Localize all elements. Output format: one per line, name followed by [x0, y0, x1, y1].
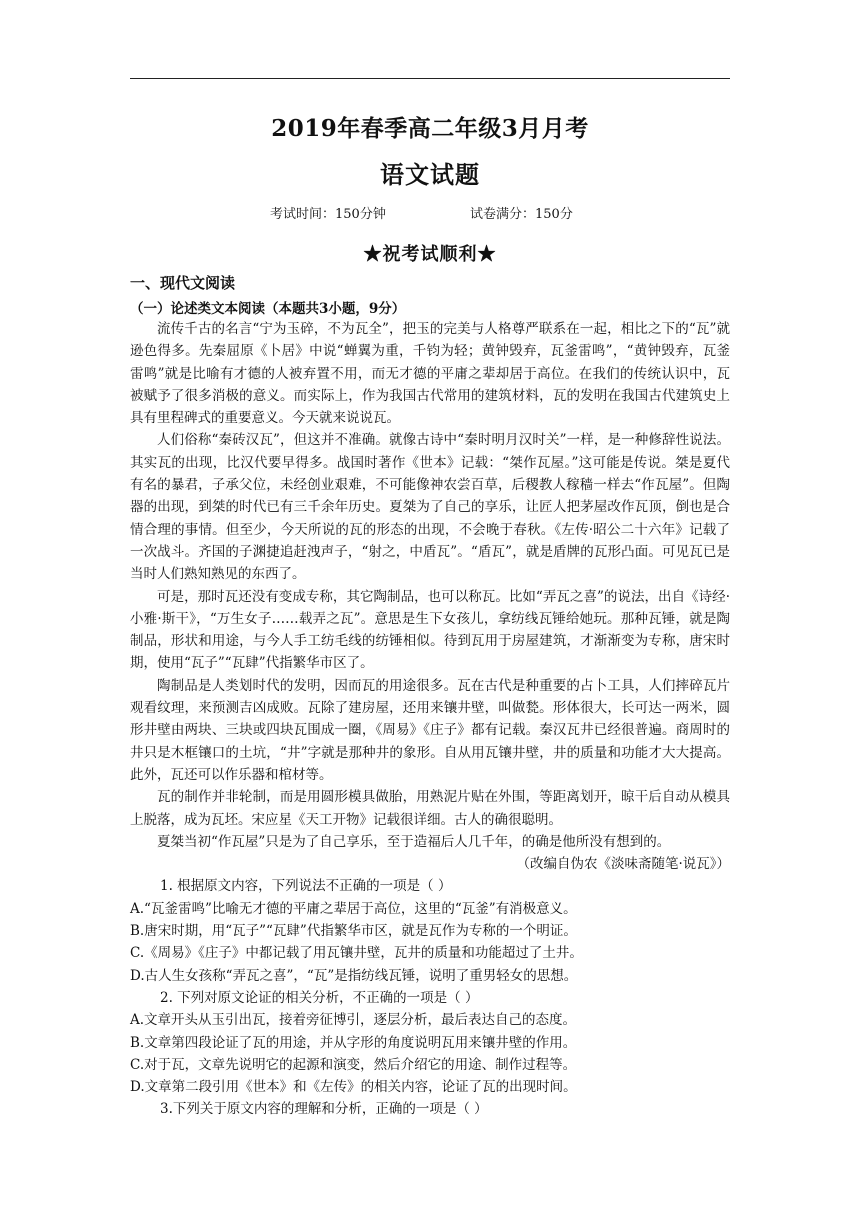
header-rule [130, 78, 730, 79]
article-paragraph: 流传千古的名言“宁为玉碎，不为瓦全”，把玉的完美与人格尊严联系在一起，相比之下的“瓦”就逊色得多。先秦屈原《卜居》中说“蝉翼为重，千钧为轻；黄钟毁弃，瓦釜雷鸣”，“黄钟毁弃，瓦釜雷鸣”就是比喻有才德的人被弃置不用，而无才德的平庸之辈却居于高位。在我们的传统认识中，瓦被赋予了很多消极的意义。而实际上，作为我国古代常用的建筑材料，瓦的发明在我国古代建筑史上具有里程碑式的重要意义。今天就来说说瓦。 [130, 321, 730, 427]
question-stem: 2. 下列对原文论证的相关分析，不正确的一项是（ ） [160, 989, 479, 1006]
exam-title: 2019年春季高二年级3月月考 [271, 115, 589, 142]
question-option: D.文章第二段引用《世本》和《左传》的相关内容，论证了瓦的出现时间。 [130, 1079, 577, 1096]
article-paragraph: 陶制品是人类划时代的发明，因而瓦的用途很多。瓦在古代是种重要的占卜工具，人们摔碎瓦片观看纹理，来预测吉凶成败。瓦除了建房屋，还用来镶井壁，叫做甃。形体很大，长可达一两米，圆形井壁由两块、三块或四块瓦围成一圈，《周易》《庄子》都有记载。秦汉瓦井已经很普遍。商周时的井只是木框镶口的土坑，“井”字就是那种井的象形。自从用瓦镶井壁，井的质量和功能才大大提高。此外，瓦还可以作乐器和棺材等。 [130, 677, 730, 783]
part-title: 一、现代文阅读 [130, 274, 236, 292]
question-option: A.“瓦釜雷鸣”比喻无才德的平庸之辈居于高位，这里的“瓦釜”有消极意义。 [130, 900, 577, 917]
article-paragraph: 瓦的制作并非轮制，而是用圆形模具做胎，用熟泥片贴在外围，等距离划开，晾干后自动从模具上脱落，成为瓦坯。宋应星《天工开物》记载很详细。古人的确很聪明。 [130, 789, 730, 828]
question-option: B.文章第四段论证了瓦的用途，并从字形的角度说明瓦用来镶井壁的作用。 [130, 1034, 577, 1051]
good-luck-banner: ★祝考试顺利★ [363, 244, 497, 265]
question-stem: 1. 根据原文内容，下列说法不正确的一项是（ ） [160, 878, 452, 895]
subject-title: 语文试题 [380, 160, 480, 189]
question-option: A.文章开头从玉引出瓦，接着旁征博引，逐层分析，最后表达自己的态度。 [130, 1012, 577, 1029]
article-paragraph: 人们俗称“秦砖汉瓦”，但这并不准确。就像古诗中“秦时明月汉时关”一样，是一种修辞性说法。其实瓦的出现，比汉代要早得多。战国时著作《世本》记载：“桀作瓦屋。”这可能是传说。桀是夏代有名的暴君，子承父位，未经创业艰难，不可能像神农尝百草，后稷教人稼穑一样去“作瓦屋”。但陶器的出现，到桀的时代已有三千余年历史。夏桀为了自己的享乐，让匠人把茅屋改作瓦顶，倒也是合情合理的事情。但至少，今天所说的瓦的形态的出现，不会晚于春秋。《左传·昭公二十六年》记载了一次战斗。齐国的子渊捷追赶洩声子，“射之，中盾瓦”。“盾瓦”，就是盾牌的瓦形凸面。可见瓦已是当时人们熟知熟见的东西了。 [130, 432, 730, 583]
full-score: 试卷满分：150分 [470, 207, 573, 222]
question-stem: 3.下列关于原文内容的理解和分析，正确的一项是（ ） [160, 1101, 488, 1118]
sub-section-title: （一）论述类文本阅读（本题共3小题，9分） [130, 301, 406, 317]
question-option: C.对于瓦，文章先说明它的起源和演变，然后介绍它的用途、制作过程等。 [130, 1056, 577, 1073]
article-source: （改编自伪农《淡味斋随笔·说瓦》） [516, 856, 730, 873]
question-option: B.唐宋时期，用“瓦子”“瓦肆”代指繁华市区，就是瓦作为专称的一个明证。 [130, 923, 577, 940]
exam-time: 考试时间：150分钟 [270, 207, 386, 222]
question-option: D.古人生女孩称“弄瓦之喜”，“瓦”是指纺线瓦锤，说明了重男轻女的思想。 [130, 967, 578, 984]
question-option: C.《周易》《庄子》中都记载了用瓦镶井壁，瓦井的质量和功能超过了土井。 [130, 945, 583, 962]
article-paragraph: 可是，那时瓦还没有变成专称，其它陶制品，也可以称瓦。比如“弄瓦之喜”的说法，出自《诗经·小雅·斯干》，“万生女子……载弄之瓦”。意思是生下女孩儿，拿纺线瓦锤给她玩。那种瓦锤，就是陶制品，形状和用途，与今人手工纺毛线的纺锤相似。待到瓦用于房屋建筑，才渐渐变为专称，唐宋时期，使用“瓦子”“瓦肆”代指繁华市区了。 [130, 588, 730, 672]
reading-body [130, 318, 730, 1121]
article-paragraph: 夏桀当初“作瓦屋”只是为了自己享乐，至于造福后人几千年，的确是他所没有想到的。 [157, 833, 671, 850]
